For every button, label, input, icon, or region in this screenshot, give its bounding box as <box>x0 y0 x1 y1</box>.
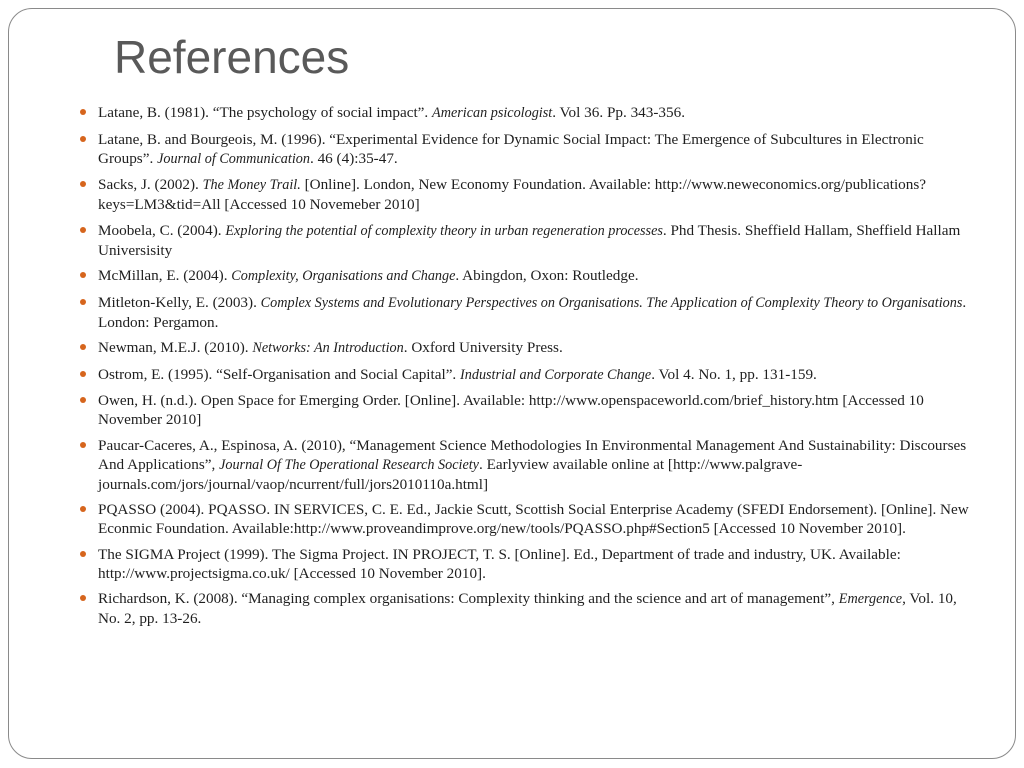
bullet-icon <box>80 442 86 448</box>
bullet-icon <box>80 181 86 187</box>
bullet-icon <box>80 272 86 278</box>
bullet-icon <box>80 551 86 557</box>
reference-text: Sacks, J. (2002). <box>98 176 203 193</box>
reference-text: PQASSO (2004). PQASSO. IN SERVICES, C. E. Ed., Jackie Scutt, Scottish Social Enterprise Academy (SFEDI Endorsement). [Online]. New Econmic Foundation. Available:http://www.proveandimprove.org/new/tools/PQASSO.php#Section5 [Accessed 10 November 2010]. <box>98 501 969 537</box>
reference-item <box>64 338 974 358</box>
reference-italic-text: Industrial and Corporate Change <box>460 366 652 383</box>
reference-italic-text: Exploring the potential of complexity theory in urban regeneration processes <box>225 222 663 239</box>
reference-text: Owen, H. (n.d.). Open Space for Emerging Order. [Online]. Available: http://www.openspaceworld.com/brief_history.htm [Accessed 10 November 2010] <box>98 392 924 428</box>
reference-text: . Abingdon, Oxon: Routledge. <box>455 267 639 284</box>
reference-text: [Online]. London, New Economy Foundation. Available: http://www.neweconomics.org/publications?keys=LM3&tid=All [Accessed 10 Novemeber 2010] <box>98 176 927 213</box>
reference-italic-text: Journal of Communication <box>157 150 310 167</box>
reference-item <box>64 293 974 332</box>
reference-text: . Oxford University Press. <box>403 339 563 356</box>
bullet-icon <box>80 109 86 115</box>
bullet-icon <box>80 136 86 142</box>
reference-italic-text: Complex Systems and Evolutionary Perspectives on Organisations. The Application of Complexity Theory to Organisations <box>260 294 963 311</box>
reference-text: McMillan, E. (2004). <box>98 267 232 284</box>
reference-item <box>64 391 974 429</box>
reference-text: Newman, M.E.J. (2010). <box>98 339 253 356</box>
reference-italic-text: Journal Of The Operational Research Society <box>219 456 479 473</box>
bullet-icon <box>80 371 86 377</box>
reference-text: Ostrom, E. (1995). “Self-Organisation and Social Capital”. <box>98 365 461 383</box>
reference-text: Paucar-Caceres, A., Espinosa, A. (2010), “Management Science Methodologies In Environmental Management And Sustainability: Discourses And Applications”, <box>98 436 967 473</box>
reference-item <box>64 103 974 123</box>
reference-italic-text: The Money Trail. <box>202 177 301 193</box>
reference-item <box>64 500 974 538</box>
bullet-icon <box>80 344 86 350</box>
reference-italic-text: Emergence <box>838 591 903 607</box>
reference-item <box>64 130 974 169</box>
reference-text: . 46 (4):35-47. <box>309 149 398 167</box>
reference-item <box>64 436 974 494</box>
reference-item <box>64 266 974 286</box>
reference-italic-text: Complexity, Organisations and Change <box>231 268 456 284</box>
reference-item <box>64 221 974 260</box>
bullet-icon <box>80 227 86 233</box>
reference-italic-text: Networks: An Introduction <box>252 340 404 356</box>
reference-text: Latane, B. (1981). “The psychology of social impact”. <box>98 104 433 121</box>
reference-text: Richardson, K. (2008). “Managing complex organisations: Complexity thinking and the science and art of management”, <box>98 590 839 607</box>
reference-text: Mitleton-Kelly, E. (2003). <box>98 293 261 311</box>
reference-text: The SIGMA Project (1999). The Sigma Project. IN PROJECT, T. S. [Online]. Ed., Department of trade and industry, UK. Available: http://www.projectsigma.co.uk/ [Accessed 10 November 2010]. <box>98 545 901 582</box>
reference-text: . Vol 36. Pp. 343-356. <box>552 104 685 121</box>
reference-item <box>64 589 974 628</box>
bullet-icon <box>80 506 86 512</box>
reference-text: , Vol. 10, No. 2, pp. 13-26. <box>98 590 957 627</box>
reference-item <box>64 175 974 214</box>
reference-text: . Vol 4. No. 1, pp. 131-159. <box>651 365 817 383</box>
reference-text: . London: Pergamon. <box>98 293 967 331</box>
reference-italic-text: American psicologist <box>432 105 553 121</box>
slide-title: References <box>114 31 350 83</box>
reference-text: . Earlyview available online at [http://www.palgrave-journals.com/jors/journal/vaop/ncurrent/full/jors2010110a.html] <box>98 455 803 493</box>
bullet-icon <box>80 397 86 403</box>
reference-item <box>64 365 974 385</box>
reference-item <box>64 545 974 583</box>
reference-text: . Phd Thesis. Sheffield Hallam, Sheffield Hallam Universisity <box>98 221 961 259</box>
bullet-icon <box>80 595 86 601</box>
reference-text: Latane, B. and Bourgeois, M. (1996). “Experimental Evidence for Dynamic Social Impact: The Emergence of Subcultures in Electronic Groups”. <box>98 130 924 167</box>
reference-list <box>64 103 974 635</box>
bullet-icon <box>80 299 86 305</box>
reference-text: Moobela, C. (2004). <box>98 221 226 239</box>
